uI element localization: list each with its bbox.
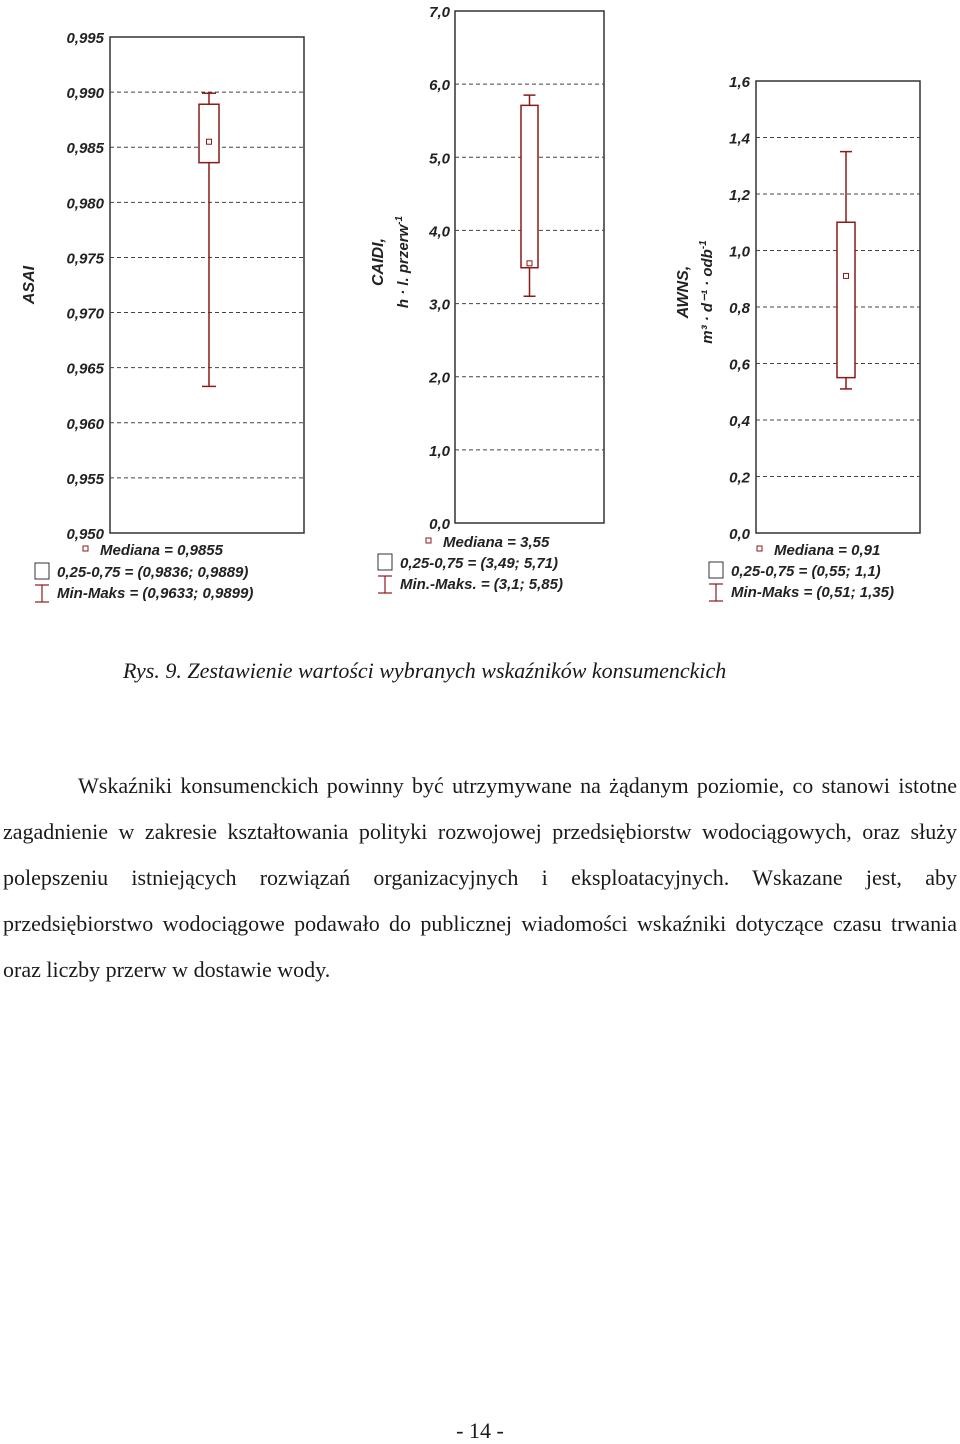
tick-label: 0,995 (66, 30, 104, 47)
legend-box-icon (35, 563, 49, 579)
page-number: - 14 - (456, 1418, 504, 1443)
tick-label: 1,6 (729, 74, 750, 91)
tick-label: 2,0 (429, 369, 450, 387)
tick-label: 0,4 (729, 413, 750, 430)
tick-label: 3,0 (429, 296, 450, 314)
tick-label: 0,975 (66, 250, 104, 268)
legend-minmax-label: Min.-Maks. = (3,1; 5,85) (400, 576, 563, 593)
tick-label: 0,990 (66, 85, 104, 103)
y-axis-unit-label: m³ · d⁻¹ · odb$^{-1}$ (698, 240, 716, 344)
tick-label: 0,955 (66, 470, 104, 488)
tick-label: 4,0 (429, 223, 450, 241)
legend-minmax-label: Min-Maks = (0,51; 1,35) (731, 584, 894, 601)
tick-label: 0,0 (729, 526, 750, 543)
legend-median-label: Mediana = 0,91 (774, 542, 881, 559)
legend-iqr-label: 0,25-0,75 = (0,55; 1,1) (731, 563, 881, 580)
tick-label: 0,2 (729, 469, 750, 487)
legend-median-label: Mediana = 3,55 (443, 534, 550, 551)
legend-box-icon (378, 554, 392, 570)
y-axis-unit-label: h · l. przerw$^{-1}$ (394, 215, 412, 309)
tick-label: 1,0 (729, 243, 750, 261)
legend-median-icon (757, 546, 762, 551)
legend-minmax-label: Min-Maks = (0,9633; 0,9899) (57, 585, 254, 602)
iqr-box (521, 105, 538, 267)
figure-caption: Rys. 9. Zestawienie wartości wybranych wskaźników konsumenckich (123, 658, 727, 683)
legend-iqr-label: 0,25-0,75 = (0,9836; 0,9889) (57, 564, 249, 581)
tick-label: 0,980 (66, 195, 104, 213)
median-marker (207, 139, 212, 144)
median-marker (527, 261, 532, 266)
legend-median-icon (83, 546, 88, 551)
legend-iqr-label: 0,25-0,75 = (3,49; 5,71) (400, 555, 559, 572)
y-axis-label: CAIDI, (370, 238, 387, 286)
tick-label: 0,0 (429, 516, 450, 533)
tick-label: 0,960 (66, 415, 104, 433)
tick-label: 0,965 (66, 360, 104, 378)
y-axis-label: AWNS, (675, 265, 692, 319)
box-plot-figure (0, 0, 960, 640)
body-paragraph-container (3, 763, 957, 993)
tick-label: 6,0 (429, 77, 450, 95)
tick-label: 5,0 (429, 150, 450, 168)
iqr-box (199, 104, 219, 162)
tick-label: 7,0 (429, 4, 450, 21)
legend-box-icon (709, 562, 723, 578)
tick-label: 1,4 (729, 130, 750, 148)
tick-label: 1,2 (729, 187, 750, 204)
y-axis-label: ASAI (21, 265, 38, 305)
tick-label: 0,8 (729, 300, 750, 317)
legend-median-icon (426, 538, 431, 543)
tick-label: 0,950 (66, 526, 104, 543)
tick-label: 0,970 (66, 305, 104, 323)
tick-label: 1,0 (429, 442, 450, 460)
body-paragraph: Wskaźniki konsumenckich powinny być utrzymywane na żądanym poziomie, co stanowi istotne zagadnienie w zakresie kształtowania polityki rozwojowej przedsiębiorstw wodociągowych, oraz służy polepszeniu istniejących rozwiązań organizacyjnych i eksploatacyjnych. Wskazane jest, aby przedsiębiorstwo wodociągowe podawało do publicznej wiadomości wskaźniki dotyczące czasu trwania oraz liczby przerw w dostawie wody. (3, 773, 957, 982)
legend-median-label: Mediana = 0,9855 (100, 542, 223, 559)
tick-label: 0,6 (729, 356, 750, 374)
tick-label: 0,985 (66, 140, 104, 158)
iqr-box (837, 222, 855, 377)
median-marker (844, 273, 849, 278)
